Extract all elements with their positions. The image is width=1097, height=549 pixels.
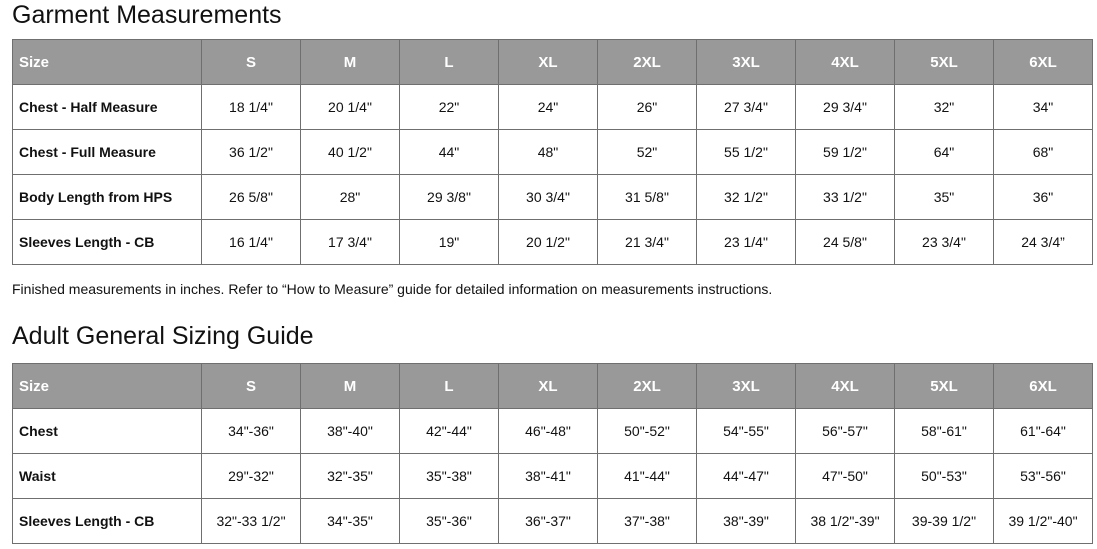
table-cell: 36"	[994, 175, 1093, 220]
table-cell: 18 1/4"	[202, 85, 301, 130]
table-cell: 20 1/2"	[499, 220, 598, 265]
table-cell: 37"-38"	[598, 499, 697, 544]
table-cell: 24 5/8"	[796, 220, 895, 265]
table-cell: 35"-38"	[400, 454, 499, 499]
table-cell: 40 1/2"	[301, 130, 400, 175]
header-size-3xl: 3XL	[697, 364, 796, 409]
table-cell: 68"	[994, 130, 1093, 175]
table-cell: 44"	[400, 130, 499, 175]
table-cell: 24 3/4”	[994, 220, 1093, 265]
garment-measurements-title: Garment Measurements	[12, 1, 282, 29]
table-cell: 36 1/2"	[202, 130, 301, 175]
table-cell: 30 3/4"	[499, 175, 598, 220]
table-row	[13, 454, 1093, 499]
header-size-l: L	[400, 40, 499, 85]
table-cell: 38"-40"	[301, 409, 400, 454]
table-cell: 52"	[598, 130, 697, 175]
table-cell: 53"-56"	[994, 454, 1093, 499]
table-cell: 39-39 1/2"	[895, 499, 994, 544]
table-cell: 58"-61"	[895, 409, 994, 454]
table-cell: 26 5/8"	[202, 175, 301, 220]
header-size-m: M	[301, 40, 400, 85]
table-cell: 24"	[499, 85, 598, 130]
table-cell: 32"-33 1/2"	[202, 499, 301, 544]
table-cell: 38"-39"	[697, 499, 796, 544]
header-size-xl: XL	[499, 364, 598, 409]
table-row	[13, 130, 1093, 175]
table-cell: 32"	[895, 85, 994, 130]
header-size-xl: XL	[499, 40, 598, 85]
table-cell: 20 1/4"	[301, 85, 400, 130]
table-cell: 35"	[895, 175, 994, 220]
row-label: Sleeves Length - CB	[13, 220, 202, 265]
table-cell: 46"-48"	[499, 409, 598, 454]
table-cell: 17 3/4"	[301, 220, 400, 265]
sizing-guide-title: Adult General Sizing Guide	[12, 322, 314, 350]
header-size-2xl: 2XL	[598, 364, 697, 409]
table-cell: 38"-41"	[499, 454, 598, 499]
table-header-row	[13, 364, 1093, 409]
header-size-label: Size	[13, 364, 202, 409]
table-cell: 23 1/4"	[697, 220, 796, 265]
header-size-l: L	[400, 364, 499, 409]
header-size-4xl: 4XL	[796, 364, 895, 409]
row-label: Sleeves Length - CB	[13, 499, 202, 544]
table-cell: 21 3/4"	[598, 220, 697, 265]
table-cell: 55 1/2"	[697, 130, 796, 175]
table-cell: 16 1/4"	[202, 220, 301, 265]
row-label: Chest	[13, 409, 202, 454]
table-cell: 41"-44"	[598, 454, 697, 499]
table-cell: 36"-37"	[499, 499, 598, 544]
table-cell: 31 5/8"	[598, 175, 697, 220]
table-cell: 61"-64"	[994, 409, 1093, 454]
table-cell: 26"	[598, 85, 697, 130]
table-cell: 54"-55"	[697, 409, 796, 454]
table-cell: 29 3/8"	[400, 175, 499, 220]
header-size-m: M	[301, 364, 400, 409]
table-cell: 47"-50"	[796, 454, 895, 499]
table-cell: 29"-32"	[202, 454, 301, 499]
garment-measurements-table	[12, 39, 1093, 265]
table-cell: 34"-36"	[202, 409, 301, 454]
row-label: Body Length from HPS	[13, 175, 202, 220]
table-header-row	[13, 40, 1093, 85]
header-size-4xl: 4XL	[796, 40, 895, 85]
table-cell: 50"-53"	[895, 454, 994, 499]
header-size-3xl: 3XL	[697, 40, 796, 85]
table-cell: 35"-36"	[400, 499, 499, 544]
table-row	[13, 175, 1093, 220]
table-cell: 39 1/2"-40"	[994, 499, 1093, 544]
header-size-6xl: 6XL	[994, 40, 1093, 85]
row-label: Chest - Full Measure	[13, 130, 202, 175]
table-cell: 38 1/2"-39"	[796, 499, 895, 544]
table-cell: 32 1/2"	[697, 175, 796, 220]
table-row	[13, 85, 1093, 130]
row-label: Waist	[13, 454, 202, 499]
header-size-5xl: 5XL	[895, 364, 994, 409]
table-row	[13, 220, 1093, 265]
table-cell: 32"-35"	[301, 454, 400, 499]
row-label: Chest - Half Measure	[13, 85, 202, 130]
table-row	[13, 499, 1093, 544]
header-size-label: Size	[13, 40, 202, 85]
header-size-s: S	[202, 364, 301, 409]
table-cell: 19"	[400, 220, 499, 265]
table-cell: 50"-52"	[598, 409, 697, 454]
header-size-5xl: 5XL	[895, 40, 994, 85]
table-cell: 27 3/4"	[697, 85, 796, 130]
header-size-2xl: 2XL	[598, 40, 697, 85]
table-cell: 34"	[994, 85, 1093, 130]
table-cell: 34"-35"	[301, 499, 400, 544]
table-cell: 23 3/4"	[895, 220, 994, 265]
table-cell: 42"-44"	[400, 409, 499, 454]
measurement-note: Finished measurements in inches. Refer to “How to Measure” guide for detailed information on measurements instructions.	[12, 281, 773, 297]
table-cell: 44"-47"	[697, 454, 796, 499]
header-size-6xl: 6XL	[994, 364, 1093, 409]
table-cell: 56"-57"	[796, 409, 895, 454]
table-cell: 28"	[301, 175, 400, 220]
table-row	[13, 409, 1093, 454]
table-cell: 64"	[895, 130, 994, 175]
header-size-s: S	[202, 40, 301, 85]
table-cell: 48"	[499, 130, 598, 175]
sizing-guide-table	[12, 363, 1093, 544]
table-cell: 33 1/2"	[796, 175, 895, 220]
table-cell: 29 3/4"	[796, 85, 895, 130]
table-cell: 59 1/2"	[796, 130, 895, 175]
table-cell: 22"	[400, 85, 499, 130]
